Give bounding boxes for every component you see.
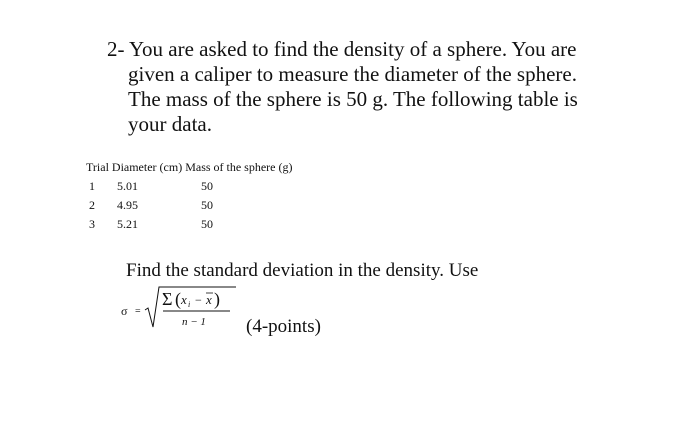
equals-sign: = (135, 306, 141, 317)
problem-line-3: The mass of the sphere is 50 g. The following table is (128, 87, 578, 111)
table-row (86, 177, 293, 196)
data-table (86, 158, 293, 234)
table-row (86, 196, 293, 215)
mass-cell: 50 (201, 198, 213, 212)
problem-line-2: given a caliper to measure the diameter of the sphere. (128, 62, 577, 86)
problem-statement (107, 37, 607, 137)
trial-cell: 1 (89, 179, 95, 193)
denominator: n − 1 (182, 316, 206, 328)
trial-cell: 3 (89, 217, 95, 231)
instruction-text: Find the standard deviation in the density. Use (126, 260, 479, 281)
diameter-cell: 5.21 (117, 217, 138, 231)
standard-deviation-formula (118, 283, 238, 333)
mass-cell: 50 (201, 179, 213, 193)
sum-symbol: Σ (162, 289, 173, 309)
xi-variable: x (181, 292, 187, 307)
close-paren: ) (214, 289, 220, 309)
table-row (86, 215, 293, 234)
sigma-symbol: σ (121, 304, 128, 318)
diameter-cell: 4.95 (117, 198, 138, 212)
mass-cell: 50 (201, 217, 213, 231)
table-header: Trial Diameter (cm) Mass of the sphere (g) (86, 160, 293, 174)
minus-sign: − (195, 293, 202, 307)
diameter-cell: 5.01 (117, 179, 138, 193)
problem-line-4: your data. (128, 112, 212, 136)
open-paren: ( (175, 289, 181, 309)
trial-cell: 2 (89, 198, 95, 212)
xi-subscript: i (188, 300, 191, 309)
points-label: (4-points) (246, 316, 321, 337)
formula-graphic (118, 283, 238, 333)
xbar-variable: x (206, 292, 212, 307)
problem-line-1: 2- You are asked to find the density of a sphere. You are (107, 37, 577, 61)
